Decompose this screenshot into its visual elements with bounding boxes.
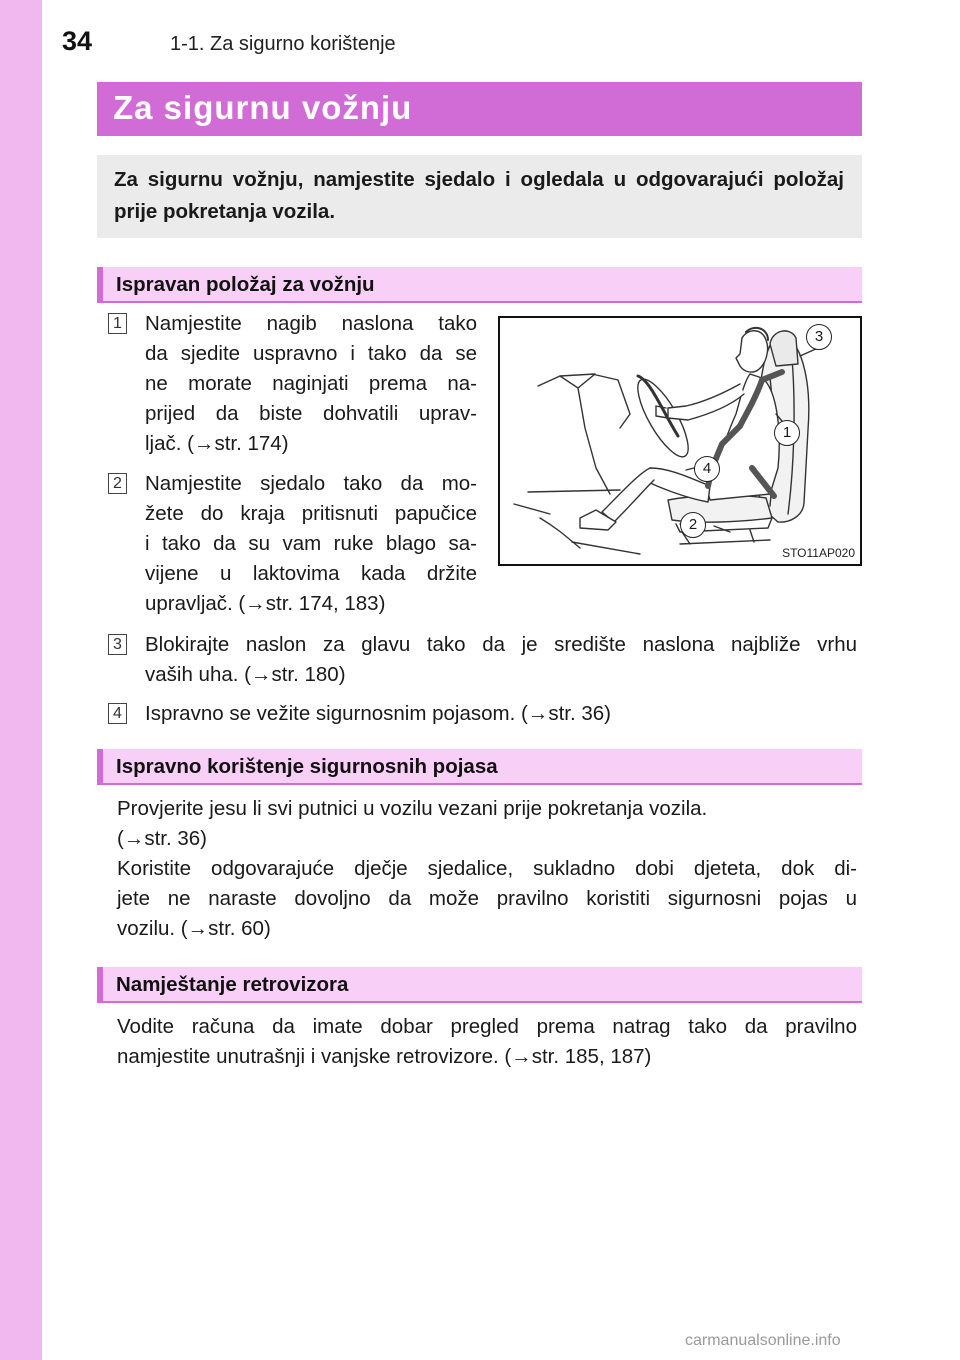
callout-marker: 1 — [774, 420, 800, 446]
text-line: i tako da su vam ruke blago sa- — [145, 532, 477, 555]
side-color-band — [0, 0, 42, 1360]
text-line: Blokirajte naslon za glavu tako da je središte naslona najbliže vrhu — [145, 633, 857, 656]
item-number-badge: 1 — [108, 313, 127, 334]
section-heading-label: Ispravan položaj za vožnju — [116, 273, 375, 296]
text-line: prijed da biste dohvatili uprav- — [145, 402, 477, 425]
item-number-badge: 4 — [108, 703, 127, 724]
item-2-text — [145, 469, 477, 619]
text-line: vijene u laktovima kada držite — [145, 562, 477, 585]
title-bar — [97, 82, 862, 136]
text-line: jete ne naraste dovoljno da može pravilno koristiti sigurnosni pojas u — [117, 887, 857, 910]
text-line: vaših uha. (→str. 180) — [145, 663, 346, 686]
text-line: namjestite unutrašnji i vanjske retrovizore. (→str. 185, 187) — [117, 1045, 652, 1068]
page-number: 34 — [62, 26, 93, 56]
section-heading-label: Namještanje retrovizora — [116, 973, 349, 996]
text-line: ne morate naginjati prema na- — [145, 372, 477, 395]
item-number-badge: 2 — [108, 473, 127, 494]
item-number-badge: 3 — [108, 634, 127, 655]
page-title: Za sigurnu vožnju — [113, 89, 413, 126]
intro-box — [97, 155, 862, 238]
intro-text: Za sigurnu vožnju, namjestite sjedalo i ogledala u odgovarajući položaj prije pokretanja vozila. — [114, 168, 844, 223]
section-heading-mirrors — [97, 967, 862, 1003]
text-line: Koristite odgovarajuće dječje sjedalice, sukladno dobi djeteta, dok di- — [117, 857, 857, 880]
callout-marker: 2 — [680, 512, 706, 538]
callout-marker: 3 — [806, 324, 832, 350]
section-heading-label: Ispravno korištenje sigurnosnih pojasa — [116, 755, 498, 778]
text-line: Namjestite sjedalo tako da mo- — [145, 472, 477, 495]
running-header: 1-1. Za sigurno korištenje — [170, 33, 396, 55]
text-line: žete do kraja pritisnuti papučice — [145, 502, 477, 525]
text-line: Provjerite jesu li svi putnici u vozilu vezani prije pokretanja vozila. — [117, 797, 708, 820]
driving-position-illustration — [498, 316, 862, 566]
section-heading-driving-position — [97, 267, 862, 303]
text-line: vozilu. (→str. 60) — [117, 917, 271, 940]
text-line: (→str. 36) — [117, 827, 207, 850]
watermark: carmanualsonline.info — [685, 1332, 841, 1349]
mirrors-paragraph — [117, 1012, 857, 1072]
item-1-text — [145, 309, 477, 459]
text-line: Vodite računa da imate dobar pregled prema natrag tako da pravilno — [117, 1015, 857, 1038]
text-line: upravljač. (→str. 174, 183) — [145, 592, 386, 615]
figure-code: STO11AP020 — [782, 546, 855, 560]
text-line: Ispravno se vežite sigurnosnim pojasom. (→str. 36) — [145, 702, 611, 725]
item-4-text — [145, 699, 857, 729]
text-line: ljač. (→str. 174) — [145, 432, 289, 455]
callout-marker: 4 — [694, 456, 720, 482]
item-3-text — [145, 630, 857, 690]
text-line: da sjedite uspravno i tako da se — [145, 342, 477, 365]
seat-belts-paragraph — [117, 794, 857, 944]
text-line: Namjestite nagib naslona tako — [145, 312, 477, 335]
section-heading-seat-belts — [97, 749, 862, 785]
